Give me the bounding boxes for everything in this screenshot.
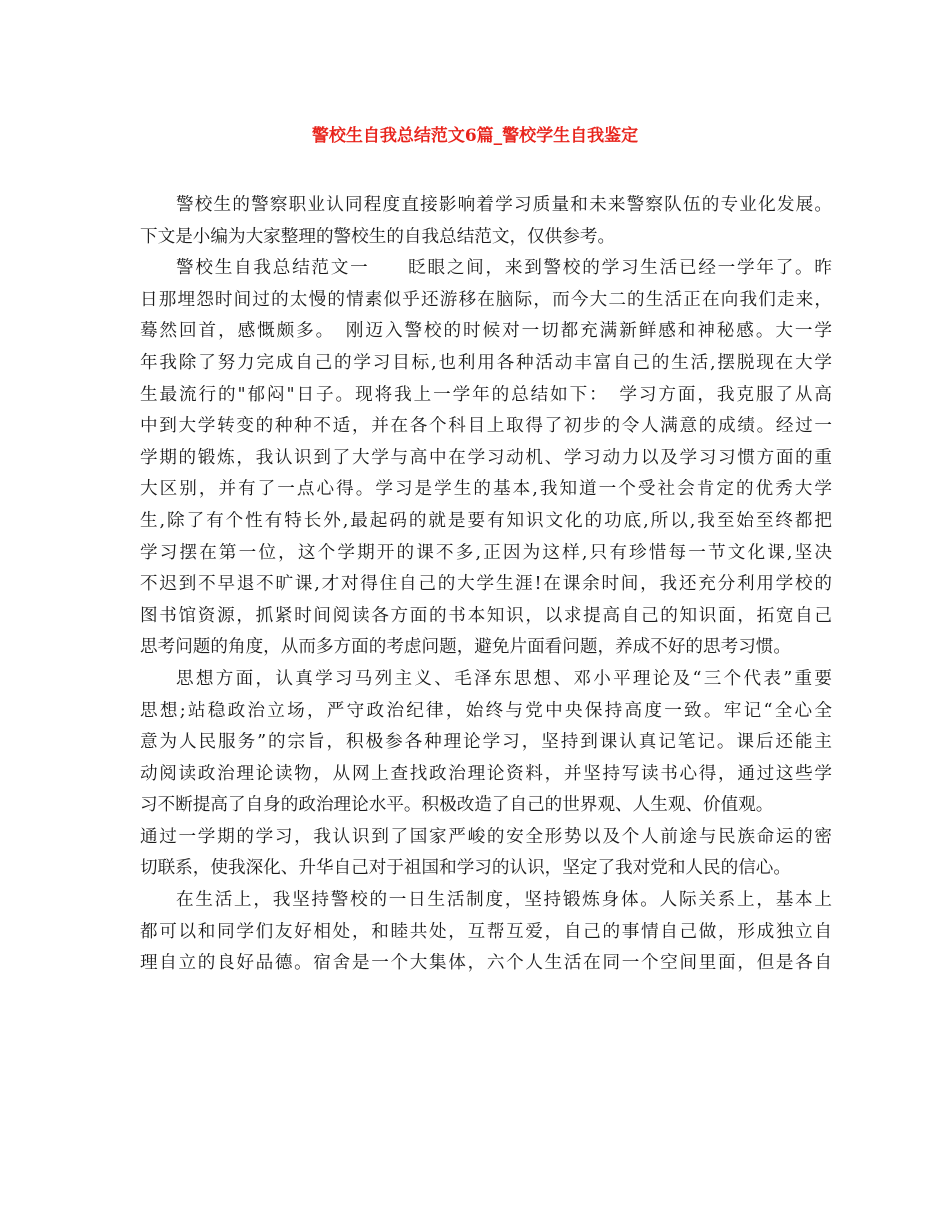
text-line: 思考问题的角度，从而多方面的考虑问题，避免片面看问题，养成不好的思考习惯。 xyxy=(140,637,791,658)
text-line: 习不断提高了自身的政治理论水平。积极改造了自己的世界观、人生观、价值观。 xyxy=(140,795,774,816)
text-line: 动阅读政治理论读物，从网上查找政治理论资料，并坚持写读书心得，通过这些学 xyxy=(140,763,832,784)
text-line: 生,除了有个性有特长外,最起码的就是要有知识文化的功底,所以,我至始至终都把 xyxy=(140,510,832,531)
text-line: 生最流行的"郁闷"日子。现将我上一学年的总结如下： 学习方面，我克服了从高 xyxy=(140,384,832,405)
text-line: 大区别，并有了一点心得。学习是学生的基本,我知道一个受社会肯定的优秀大学 xyxy=(140,479,832,500)
text-line: 下文是小编为大家整理的警校生的自我总结范文，仅供参考。 xyxy=(140,226,616,247)
text-line: 学期的锻炼，我认识到了大学与高中在学习动机、学习动力以及学习习惯方面的重 xyxy=(140,447,832,468)
text-line: 中到大学转变的种种不适，并在各个科目上取得了初步的令人满意的成绩。经过一 xyxy=(140,416,832,437)
text-line: 思想;站稳政治立场，严守政治纪律，始终与党中央保持高度一致。牢记“全心全 xyxy=(140,700,832,721)
text-line: 理自立的良好品德。宿舍是一个大集体，六个人生活在同一个空间里面，但是各自 xyxy=(140,953,832,974)
text-line: 学习摆在第一位，这个学期开的课不多,正因为这样,只有珍惜每一节文化课,坚决 xyxy=(140,542,832,563)
document-title: 警校生自我总结范文6篇_警校学生自我鉴定 xyxy=(311,126,639,146)
text-line: 意为人民服务”的宗旨，积极参各种理论学习，坚持到课认真记笔记。课后还能主 xyxy=(140,732,832,753)
text-line: 图书馆资源，抓紧时间阅读各方面的书本知识，以求提高自己的知识面，拓宽自己 xyxy=(140,605,832,626)
text-line: 都可以和同学们友好相处，和睦共处，互帮互爱，自己的事情自己做，形成独立自 xyxy=(140,921,832,942)
text-line: 蓦然回首，感慨颇多。 刚迈入警校的时候对一切都充满新鲜感和神秘感。大一学 xyxy=(140,321,832,342)
text-line: 通过一学期的学习，我认识到了国家严峻的安全形势以及个人前途与民族命运的密 xyxy=(140,826,832,847)
text-line: 警校生的警察职业认同程度直接影响着学习质量和未来警察队伍的专业化发展。 xyxy=(176,195,832,215)
text-line: 思想方面，认真学习马列主义、毛泽东思想、邓小平理论及“三个代表”重要 xyxy=(176,668,832,689)
text-line: 年我除了努力完成自己的学习目标,也利用各种活动丰富自己的生活,摆脱现在大学 xyxy=(140,352,832,373)
text-line: 警校生自我总结范文一 眨眼之间，来到警校的学习生活已经一学年了。昨 xyxy=(176,258,832,279)
text-line: 日那埋怨时间过的太慢的情素似乎还游移在脑际，而今大二的生活正在向我们走来， xyxy=(140,289,832,310)
document-body xyxy=(140,190,832,980)
text-line: 在生活上，我坚持警校的一日生活制度，坚持锻炼身体。人际关系上，基本上 xyxy=(176,890,832,911)
text-line: 切联系，使我深化、升华自己对于祖国和学习的认识，坚定了我对党和人民的信心。 xyxy=(140,858,791,879)
text-line: 不迟到不早退不旷课,才对得住自己的大学生涯!在课余时间，我还充分利用学校的 xyxy=(140,574,832,595)
